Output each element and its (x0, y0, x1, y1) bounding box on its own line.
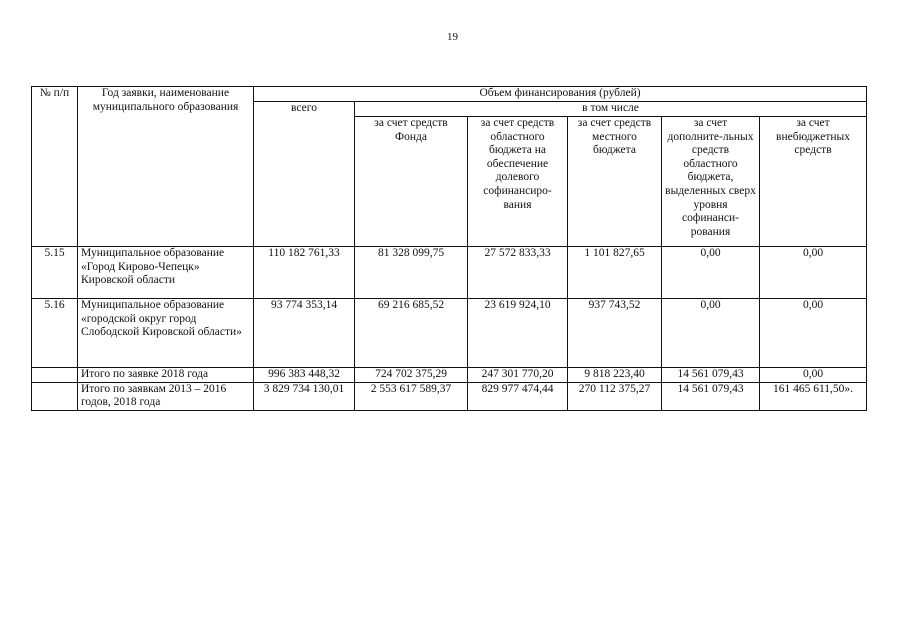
row-num: 5.15 (32, 247, 78, 299)
row-fund: 69 216 685,52 (355, 299, 468, 368)
table-row (32, 247, 867, 299)
row-total: 110 182 761,33 (254, 247, 355, 299)
page-number: 19 (447, 31, 458, 43)
row-local: 937 743,52 (568, 299, 662, 368)
header-row-1 (32, 87, 867, 102)
header-additional: за счет дополните-льных средств областного бюджета, выделенных сверх уровня софинанси-рования (662, 117, 760, 247)
total-fund: 724 702 375,29 (355, 368, 468, 383)
header-fund: за счет средств Фонда (355, 117, 468, 247)
total-row-all-years (32, 382, 867, 410)
row-regional: 23 619 924,10 (468, 299, 568, 368)
row-name: Муниципальное образование «Город Кирово-Чепецк» Кировской области (78, 247, 254, 299)
row-regional: 27 572 833,33 (468, 247, 568, 299)
row-extrabudget: 0,00 (760, 247, 867, 299)
row-total: 93 774 353,14 (254, 299, 355, 368)
row-local: 1 101 827,65 (568, 247, 662, 299)
header-regional: за счет средств областного бюджета на обеспечение долевого софинансиро-вания (468, 117, 568, 247)
header-extrabudget: за счет внебюджетных средств (760, 117, 867, 247)
header-total: всего (254, 102, 355, 247)
row-additional: 0,00 (662, 299, 760, 368)
total-extrabudget: 0,00 (760, 368, 867, 383)
row-fund: 81 328 099,75 (355, 247, 468, 299)
total-extrabudget: 161 465 611,50». (760, 382, 867, 410)
total-label: Итого по заявкам 2013 – 2016 годов, 2018 года (78, 382, 254, 410)
total-local: 270 112 375,27 (568, 382, 662, 410)
financing-table (31, 86, 867, 411)
total-row-2018 (32, 368, 867, 383)
row-extrabudget: 0,00 (760, 299, 867, 368)
total-regional: 247 301 770,20 (468, 368, 568, 383)
total-additional: 14 561 079,43 (662, 382, 760, 410)
total-label: Итого по заявке 2018 года (78, 368, 254, 383)
header-volume: Объем финансирования (рублей) (254, 87, 867, 102)
row-name: Муниципальное образование «городской округ город Слободской Кировской области» (78, 299, 254, 368)
total-total: 996 383 448,32 (254, 368, 355, 383)
row-num: 5.16 (32, 299, 78, 368)
header-name: Год заявки, наименование муниципального образования (78, 87, 254, 247)
header-local: за счет средств местного бюджета (568, 117, 662, 247)
header-including: в том числе (355, 102, 867, 117)
total-additional: 14 561 079,43 (662, 368, 760, 383)
total-local: 9 818 223,40 (568, 368, 662, 383)
total-regional: 829 977 474,44 (468, 382, 568, 410)
header-num: № п/п (32, 87, 78, 247)
total-num-empty (32, 368, 78, 383)
row-additional: 0,00 (662, 247, 760, 299)
table-row (32, 299, 867, 368)
total-num-empty (32, 382, 78, 410)
total-fund: 2 553 617 589,37 (355, 382, 468, 410)
total-total: 3 829 734 130,01 (254, 382, 355, 410)
